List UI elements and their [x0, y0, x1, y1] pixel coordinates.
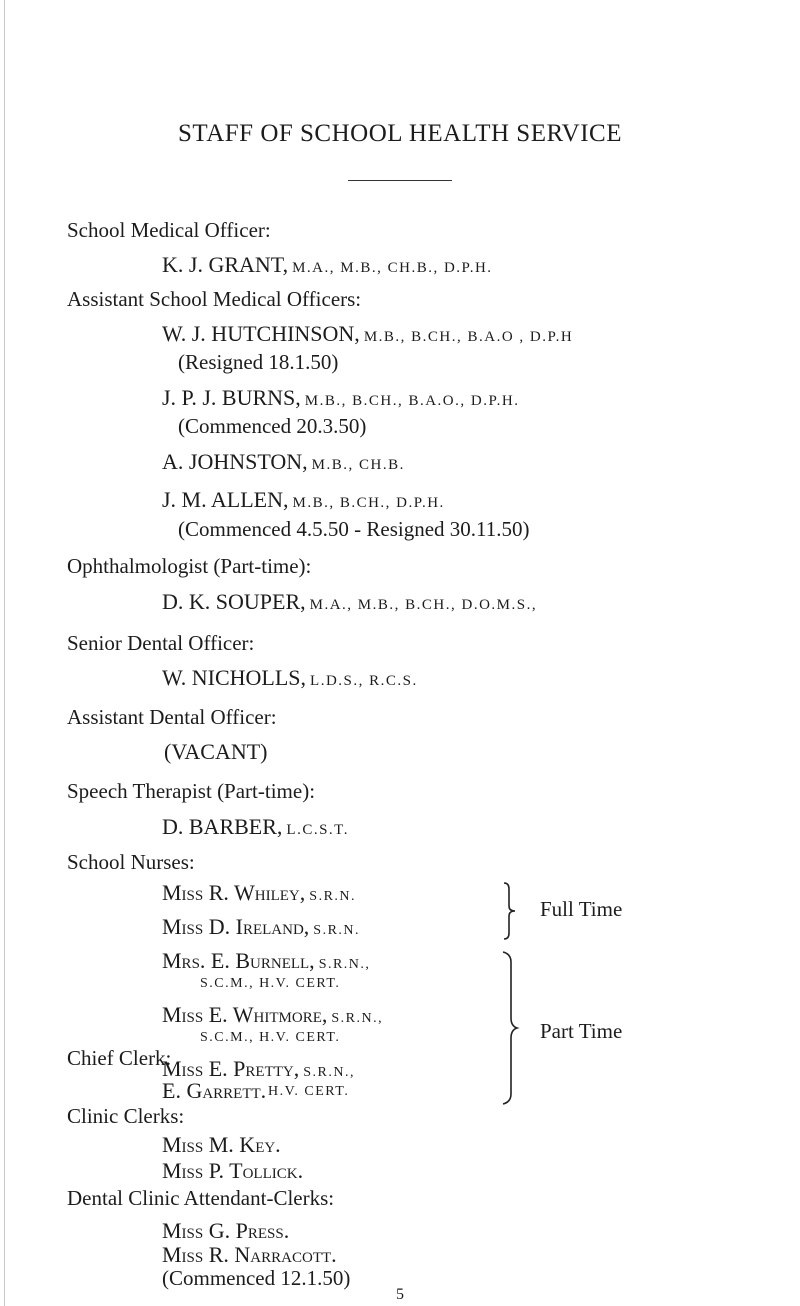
chief-clerk-name: E. Garrett. — [162, 1078, 267, 1103]
asmo-quals: M.B., B.CH., D.P.H. — [292, 495, 445, 511]
smo-entry — [162, 252, 493, 278]
asmo-entry — [162, 385, 519, 411]
full-time-label: Full Time — [540, 897, 623, 921]
nurse-quals: S.R.N. — [313, 923, 361, 938]
nurse-name: Miss E. Whitmore, — [162, 1002, 328, 1027]
asmo-note: (Commenced 20.3.50) — [178, 414, 367, 438]
dental-attendant-name: Miss R. Narracott. — [162, 1242, 337, 1267]
nurse-quals-line2: H.V. CERT. — [268, 1084, 350, 1099]
sdo-heading: Senior Dental Officer: — [67, 631, 255, 655]
smo-heading: School Medical Officer: — [67, 218, 271, 242]
asmo-name: J. P. J. BURNS, — [162, 385, 301, 410]
asmo-name: W. J. HUTCHINSON, — [162, 321, 360, 346]
ophth-entry — [162, 589, 537, 615]
speech-quals: L.C.S.T. — [286, 822, 349, 838]
clinic-clerks-heading: Clinic Clerks: — [67, 1104, 185, 1128]
ado-heading: Assistant Dental Officer: — [67, 705, 277, 729]
ophth-name: D. K. SOUPER, — [162, 589, 306, 614]
nurse-name: Mrs. E. Burnell, — [162, 948, 315, 973]
asmo-quals: M.B., B.CH., B.A.O., D.P.H. — [304, 393, 520, 409]
nurse-quals: S.R.N., — [318, 957, 371, 972]
speech-entry — [162, 814, 349, 840]
asmo-quals: M.B., B.CH., B.A.O , D.P.H — [363, 329, 574, 345]
nurse-quals-line2: S.C.M., H.V. CERT. — [200, 976, 341, 991]
nurse-quals-line2: S.C.M., H.V. CERT. — [200, 1030, 341, 1045]
nurse-name: Miss R. Whiley, — [162, 880, 306, 905]
speech-heading: Speech Therapist (Part-time): — [67, 779, 316, 803]
asmo-note: (Commenced 4.5.50 - Resigned 30.11.50) — [178, 517, 530, 541]
asmo-heading: Assistant School Medical Officers: — [67, 287, 362, 311]
page-number: 5 — [396, 1286, 404, 1303]
asmo-name: J. M. ALLEN, — [162, 487, 289, 512]
smo-name: K. J. GRANT, — [162, 252, 289, 277]
nurse-quals: S.R.N., — [331, 1011, 384, 1026]
nurse-name: Miss D. Ireland, — [162, 914, 310, 939]
part-time-brace — [500, 948, 530, 1108]
dental-attendants-heading: Dental Clinic Attendant-Clerks: — [67, 1186, 335, 1210]
nurses-heading: School Nurses: — [67, 850, 195, 874]
sdo-quals: L.D.S., R.C.S. — [310, 673, 418, 689]
ado-name: (VACANT) — [164, 739, 268, 764]
asmo-name: A. JOHNSTON, — [162, 449, 308, 474]
title-underline — [348, 180, 452, 181]
page-edge-line — [4, 0, 5, 1306]
asmo-entry — [162, 449, 405, 475]
page-title: STAFF OF SCHOOL HEALTH SERVICE — [178, 120, 622, 147]
sdo-name: W. NICHOLLS, — [162, 665, 307, 690]
sdo-entry — [162, 665, 418, 691]
clinic-clerk-name: Miss P. Tollick. — [162, 1158, 304, 1183]
dental-attendant-name: Miss G. Press. — [162, 1218, 290, 1243]
nurse-quals: S.R.N. — [309, 889, 357, 904]
asmo-quals: M.B., CH.B. — [311, 457, 405, 473]
clinic-clerk-name: Miss M. Key. — [162, 1132, 281, 1157]
nurse-entry — [162, 914, 360, 940]
ophth-heading: Ophthalmologist (Part-time): — [67, 554, 312, 578]
asmo-entry — [162, 321, 573, 347]
nurse-quals: S.R.N., — [303, 1065, 355, 1080]
full-time-brace — [500, 880, 530, 942]
chief-clerk-heading: Chief Clerk: — [67, 1046, 172, 1070]
nurse-entry — [162, 948, 370, 974]
nurse-entry — [162, 1002, 383, 1028]
asmo-note: (Resigned 18.1.50) — [178, 350, 339, 374]
ophth-quals: M.A., M.B., B.CH., D.O.M.S., — [309, 597, 538, 613]
speech-name: D. BARBER, — [162, 814, 283, 839]
asmo-entry — [162, 487, 445, 513]
part-time-label: Part Time — [540, 1019, 623, 1043]
dental-attendant-note: (Commenced 12.1.50) — [162, 1266, 351, 1290]
smo-quals: M.A., M.B., CH.B., D.P.H. — [292, 260, 493, 276]
nurse-entry — [162, 880, 356, 906]
nurse-name: Miss E. Pretty, — [162, 1056, 300, 1081]
